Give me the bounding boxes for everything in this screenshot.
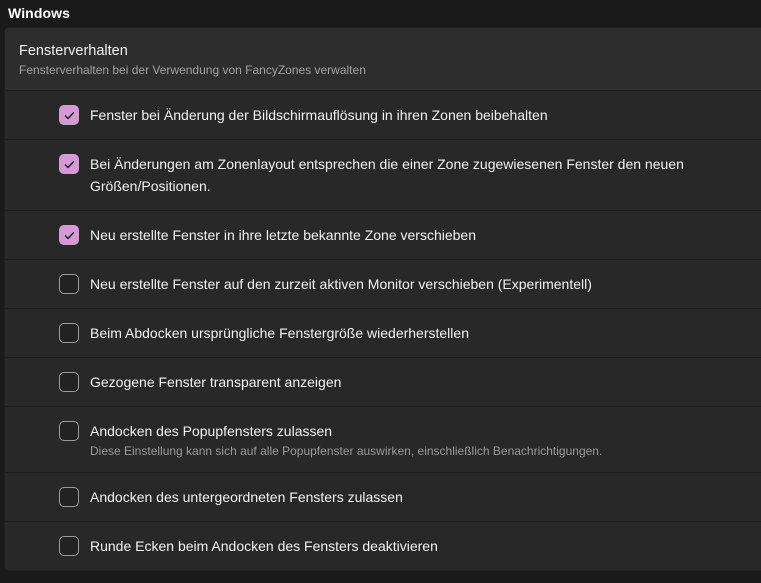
- setting-label: Fenster bei Änderung der Bildschirmauflösung in ihren Zonen beibehalten: [90, 107, 548, 123]
- setting-row: [5, 211, 761, 260]
- section-title: Fensterverhalten: [19, 43, 128, 59]
- setting-row: [5, 140, 761, 211]
- window-behavior-expander-card: [4, 27, 761, 571]
- checkbox[interactable]: [59, 274, 79, 294]
- checkbox[interactable]: [59, 154, 79, 174]
- setting-label: Gezogene Fenster transparent anzeigen: [90, 374, 342, 390]
- checkbox[interactable]: [59, 421, 79, 441]
- checkbox[interactable]: [59, 487, 79, 507]
- setting-label: Neu erstellte Fenster in ihre letzte bekannte Zone verschieben: [90, 227, 476, 243]
- expander-header[interactable]: [5, 28, 761, 91]
- setting-row: [5, 309, 761, 358]
- checkmark-icon: [63, 229, 76, 242]
- setting-label: Runde Ecken beim Andocken des Fensters deaktivieren: [90, 538, 438, 554]
- setting-row: [5, 407, 761, 473]
- setting-label: Andocken des untergeordneten Fensters zulassen: [90, 489, 403, 505]
- setting-label: Beim Abdocken ursprüngliche Fenstergröße wiederherstellen: [90, 325, 469, 341]
- setting-row: [5, 522, 761, 570]
- setting-row: [5, 91, 761, 140]
- checkbox[interactable]: [59, 536, 79, 556]
- group-title-windows: Windows: [8, 5, 71, 21]
- checkbox[interactable]: [59, 105, 79, 125]
- setting-row: [5, 260, 761, 309]
- checkbox[interactable]: [59, 372, 79, 392]
- checkbox[interactable]: [59, 323, 79, 343]
- section-subtitle: Fensterverhalten bei der Verwendung von FancyZones verwalten: [19, 63, 366, 77]
- checkmark-icon: [63, 109, 76, 122]
- checkbox[interactable]: [59, 225, 79, 245]
- setting-row: [5, 473, 761, 522]
- setting-label: Andocken des Popupfensters zulassen: [90, 423, 333, 439]
- setting-label: Bei Änderungen am Zonenlayout entsprechen die einer Zone zugewiesenen Fenster den neuen Größen/Positionen.: [90, 156, 684, 194]
- setting-description: Diese Einstellung kann sich auf alle Popupfenster auswirken, einschließlich Benachrichtigungen.: [90, 444, 603, 458]
- checkmark-icon: [63, 158, 76, 171]
- setting-label: Neu erstellte Fenster auf den zurzeit aktiven Monitor verschieben (Experimentell): [90, 276, 592, 292]
- setting-row: [5, 358, 761, 407]
